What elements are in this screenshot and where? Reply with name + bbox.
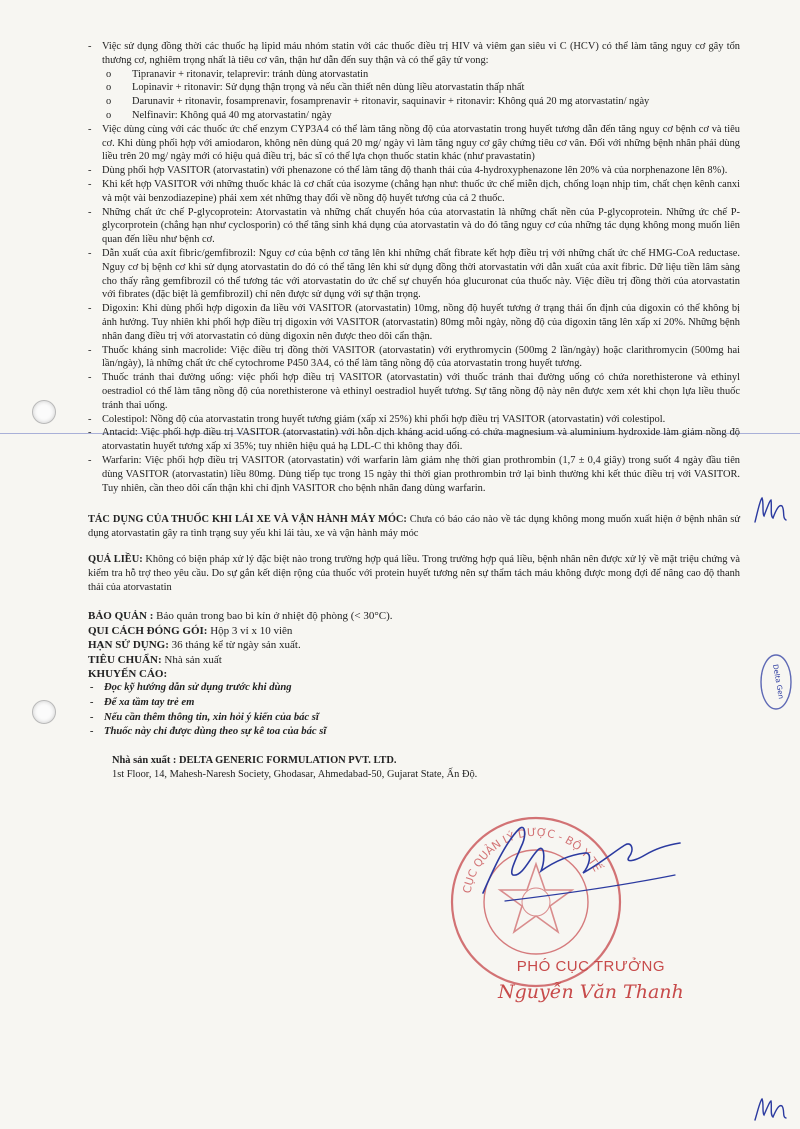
- advice-text: Nếu cần thêm thông tin, xin hỏi ý kiến của bác sĩ: [104, 711, 319, 723]
- bullet-dash: -: [90, 696, 94, 708]
- storage-row: [88, 609, 740, 623]
- interaction-item: [88, 40, 740, 68]
- interaction-item: [88, 344, 740, 372]
- manufacturer-block: [88, 754, 740, 783]
- stamp-arc-text: CỤC QUẢN LÝ DƯỢC - BỘ Y TẾ: [460, 825, 604, 895]
- interaction-text: Khi kết hợp VASITOR với những thuốc khác là cơ chất của isozyme (chẳng hạn như: thuốc ức chế miễn dịch, chống loạn nhịp tim, chất chẹn kênh canxi và một vài benzodiazepine) phải xem xét những thay đổi về nồng độ huyết tương của cả 2 thuốc.: [102, 178, 740, 204]
- advice-item: [90, 696, 740, 711]
- packaging-row: [88, 624, 740, 638]
- expiry-value: 36 tháng kể từ ngày sản xuất.: [171, 639, 301, 652]
- advice-item: [90, 711, 740, 726]
- interaction-text: Những chất ức chế P-glycoprotein: Atorvastatin và những chất chuyển hóa của atorvastatin là những chất nền của P-glycoprotein. Những ức chế P-glycorprotein (chẳng hạn như cyclosporin) có thể tăng sinh khả dụng của atorvastatin và do đó tăng nguy cơ của những tác dụng không mong muốn liên quan đến liều như bệnh cơ.: [102, 206, 740, 246]
- interaction-text: Dùng phối hợp VASITOR (atorvastatin) với phenazone có thể làm tăng độ thanh thải của 4-hydroxyphenazone lên 20% và của norphenazone lên 8%).: [102, 165, 728, 177]
- interaction-text: Antacid: Việc phối hợp điều trị VASITOR (atorvastatin) với hỗn dịch kháng acid uống có chứa magnesium và aluminium hydroxide làm giảm nồng độ atorvastatin huyết tương xấp xỉ 35%; tuy nhiên hiệu quả hạ LDL-C thì không thay đổi.: [102, 427, 740, 453]
- interaction-item: [88, 302, 740, 343]
- interaction-text: Việc sử dụng đồng thời các thuốc hạ lipid máu nhóm statin với các thuốc điều trị HIV và viêm gan siêu vi C (HCV) có thể làm tăng nguy cơ gây tổn thương cơ, nghiêm trọng nhất là tiêu cơ vân, thận hư dẫn đến suy thận và có thể gây tử vong:: [102, 41, 740, 66]
- interaction-subitem-text: Tipranavir + ritonavir, telaprevir: tránh dùng atorvastatin: [132, 68, 369, 80]
- bullet-dash: -: [88, 427, 92, 439]
- side-stamp-text: Delta Gen: [770, 663, 785, 700]
- official-title: PHÓ CỤC TRƯỞNG: [516, 958, 665, 975]
- storage-value: Bảo quản trong bao bì kín ở nhiệt độ phòng (< 30°C).: [156, 610, 393, 623]
- advice-item: [90, 681, 740, 696]
- bullet-dash: -: [88, 303, 92, 315]
- interaction-subitem-text: Darunavir + ritonavir, fosamprenavir, fosamprenavir + ritonavir, saquinavir + ritonavir: Không quá 20 mg atorvastatin/ ngày: [132, 96, 650, 108]
- punch-hole-top: [32, 400, 56, 424]
- leaflet-content: [88, 40, 740, 783]
- bullet-dash: -: [88, 178, 92, 190]
- interaction-item: [88, 454, 740, 495]
- overdose-text: Không có biện pháp xử lý đặc biệt nào trong trường hợp quá liều. Trong trường hợp quá liều, bệnh nhân nên được xử lý về mặt triệu chứng và kiểm tra hỗ trợ theo yêu cầu. Do sự gắn kết diện rộng của thuốc với protein huyết tương nên sự thẩm tách máu không được mong đợi để nâng cao độ thanh thải của atorvastatin: [88, 554, 740, 594]
- bullet-dash: -: [88, 247, 92, 259]
- bullet-dash: -: [88, 206, 92, 218]
- margin-initials-top: [752, 492, 788, 528]
- bullet-dash: -: [88, 413, 92, 425]
- bullet-dash: -: [90, 726, 94, 738]
- interaction-text: Dẫn xuất của axít fibric/gemfibrozil: Nguy cơ của bệnh cơ tăng lên khi những chất fibrate kết hợp điều trị với những chất ức chế HMG-CoA reductase. Nguy cơ bị bệnh cơ khi sử dụng atorvastatin do đó có thể tăng lên khi sử dụng đồng thời atorvastatin với dẫn xuất của axít fibric. Dữ liệu tiền lâm sàng cho thấy rằng gemfibrozil có thể tương tác với atorvastatin do ức chế sự chuyển hóa glucuronat của thuốc này. Việc điều trị đồng thời của atorvastatin với fibrates (đặc biệt là gemfibrozil) chỉ nên được sử dụng với sự thận trọng.: [102, 247, 740, 301]
- interaction-item: [88, 164, 740, 178]
- packaging-label: QUI CÁCH ĐÓNG GÓI:: [88, 624, 208, 637]
- interaction-item: [88, 178, 740, 206]
- packaging-value: Hộp 3 vỉ x 10 viên: [210, 624, 293, 637]
- manufacturer-line: [112, 754, 740, 768]
- bullet-dash: -: [90, 711, 94, 723]
- interaction-text: Colestipol: Nồng độ của atorvastatin trong huyết tương giảm (xấp xỉ 25%) khi phối hợp điều trị VASITOR (atorvastatin) với colestipol.: [102, 413, 666, 425]
- interaction-subitem: [106, 109, 740, 123]
- interaction-text: Thuốc kháng sinh macrolide: Việc điều trị đồng thời VASITOR (atorvastatin) với erythromycin (500mg 2 lần/ngày) hoặc clarithromycin (500mg hai lần/ngày), là những chất ức chế cytochrome P450 3A4, có thể làm tăng nồng độ của atorvastatin trong huyết tương.: [102, 344, 740, 370]
- interactions-list: [88, 40, 740, 495]
- interaction-text: Thuốc tránh thai đường uống: việc phối hợp điều trị VASITOR (atorvastatin) với thuốc tránh thai đường uống có chứa norethisterone và ethinyl oestradiol có thể làm tăng nồng độ của norethisterone và ethinyl oestradiol huyết tương. Sự tăng nồng độ này nên được xem xét khi chọn lựa liều thuốc tránh thai uống.: [102, 372, 740, 411]
- interaction-item: [88, 413, 740, 427]
- advice-heading: KHUYẾN CÁO:: [88, 667, 168, 680]
- side-company-stamp: [758, 652, 794, 712]
- manufacturer-label: Nhà sản xuất :: [112, 754, 177, 766]
- interaction-item: [88, 247, 740, 302]
- interaction-item: [88, 123, 740, 164]
- interaction-subitem: [106, 81, 740, 95]
- interaction-subitem-text: Nelfinavir: Không quá 40 mg atorvastatin/ ngày: [132, 109, 332, 121]
- circle-bullet-icon: o: [106, 82, 112, 94]
- driving-section: [88, 513, 740, 541]
- bullet-dash: -: [88, 454, 92, 466]
- interaction-item: [88, 371, 740, 412]
- advice-text: Đọc kỹ hướng dẫn sử dụng trước khi dùng: [104, 682, 292, 694]
- standard-row: [88, 653, 740, 667]
- interaction-text: Việc dùng cùng với các thuốc ức chế enzym CYP3A4 có thể làm tăng nồng độ của atorvastatin trong huyết tương dẫn đến tăng nguy cơ bệnh cơ và tiêu cơ. Khi dùng phối hợp với amiodaron, không nên dùng quá 20 mg/ ngày vì làm tăng nguy cơ gây chứng tiêu cơ vân. Đối với những bệnh nhân phải dùng liều trên 20 mg/ ngày mới có hiệu quả điều trị, bác sĩ có thể lựa chọn thuốc statin khác (như pravastatin): [102, 123, 740, 163]
- circle-bullet-icon: o: [106, 68, 112, 80]
- interaction-subitem: [106, 95, 740, 109]
- margin-initials-bottom: [752, 1094, 788, 1124]
- expiry-label: HẠN SỬ DỤNG:: [88, 639, 169, 652]
- storage-label: BẢO QUẢN :: [88, 610, 154, 623]
- advice-list: [88, 681, 740, 739]
- circle-bullet-icon: o: [106, 109, 112, 121]
- bullet-dash: -: [88, 372, 92, 384]
- overdose-section: [88, 553, 740, 595]
- manufacturer-name: DELTA GENERIC FORMULATION PVT. LTD.: [179, 754, 397, 766]
- standard-label: TIÊU CHUẨN:: [88, 653, 162, 666]
- interaction-text: Warfarin: Việc phối hợp điều trị VASITOR (atorvastatin) với warfarin làm giảm nhẹ thời gian prothrombin (1,7 ± 0,4 giây) trong suốt 4 ngày đầu tiên dùng VASITOR (atorvastatin) liều 80mg. Dùng tiếp tục trong 15 ngày thì thời gian prothrombin trở lại bình thường khi kết thúc điều trị với VASITOR. Tuy nhiên, cần theo dõi cẩn thận khi chỉ định VASITOR cho bệnh nhân đang dùng warfarin.: [102, 454, 740, 494]
- expiry-row: [88, 638, 740, 652]
- interaction-item: [88, 426, 740, 454]
- circle-bullet-icon: o: [106, 96, 112, 108]
- advice-item: [90, 725, 740, 740]
- punch-hole-bottom: [32, 700, 56, 724]
- interaction-subitem-text: Lopinavir + ritonavir: Sử dụng thận trọng và nếu cần thiết nên dùng liều atorvastatin thấp nhất: [132, 82, 525, 94]
- bullet-dash: -: [88, 41, 92, 52]
- bullet-dash: -: [90, 682, 94, 694]
- driving-text: Chưa có báo cáo nào về tác dụng không mong muốn xuất hiện ở bệnh nhân sử dụng atorvastatin gây ra tình trạng suy yếu khi lái tàu, xe và vận hành máy móc: [88, 514, 740, 540]
- advice-text: Để xa tầm tay trẻ em: [104, 696, 195, 708]
- product-info: [88, 609, 740, 739]
- official-name: Nguyễn Văn Thanh: [498, 981, 684, 1003]
- director-signature: [475, 815, 690, 920]
- interaction-subitem: [106, 68, 740, 82]
- bullet-dash: -: [88, 123, 92, 135]
- advice-text: Thuốc này chỉ được dùng theo sự kê toa của bác sĩ: [104, 726, 327, 738]
- manufacturer-address: 1st Floor, 14, Mahesh-Naresh Society, Ghodasar, Ahmedabad-50, Gujarat State, Ấn Độ.: [112, 769, 478, 781]
- official-signoff: [498, 958, 684, 1003]
- interaction-item: [88, 206, 740, 247]
- overdose-heading: QUÁ LIỀU:: [88, 554, 143, 566]
- standard-value: Nhà sản xuất: [164, 653, 222, 666]
- driving-heading: TÁC DỤNG CỦA THUỐC KHI LÁI XE VÀ VẬN HÀNH MÁY MÓC:: [88, 514, 407, 526]
- interaction-text: Digoxin: Khi dùng phối hợp digoxin đa liều với VASITOR (atorvastatin) 10mg, nồng độ huyết tương ở trạng thái ổn định của digoxin có thể không bị ảnh hưởng. Tuy nhiên khi phối hợp điều trị digoxin với VASITOR (atorvastatin) 80mg mỗi ngày, nồng độ của digoxin tăng lên xấp xỉ 20%. Những bệnh nhân đang điều trị với atorvastatin có dùng digoxin nên được theo dõi cẩn thận.: [102, 303, 740, 342]
- bullet-dash: -: [88, 165, 92, 177]
- bullet-dash: -: [88, 344, 92, 356]
